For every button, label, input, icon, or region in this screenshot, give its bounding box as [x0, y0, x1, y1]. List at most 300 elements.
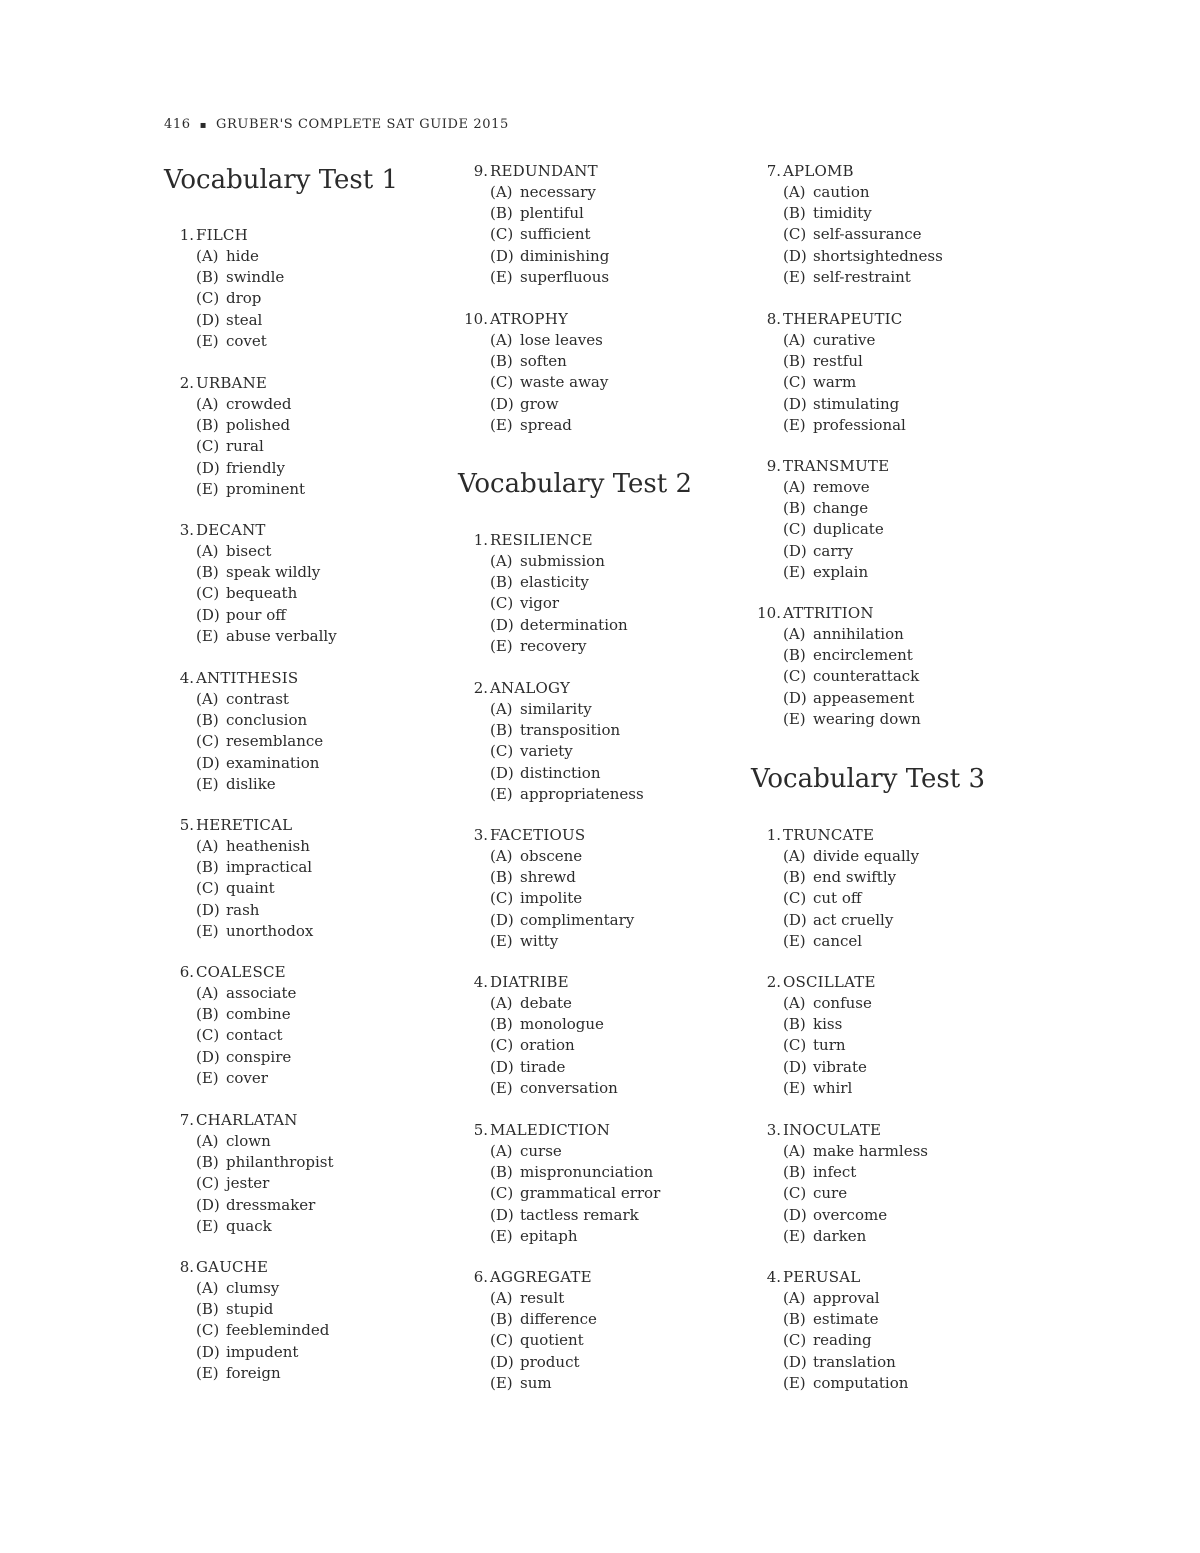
option-text: caution [813, 183, 870, 201]
option-text: cure [813, 1184, 848, 1203]
option-letter: (C) [196, 289, 220, 308]
question-number: 3. [179, 521, 194, 539]
option-text: end swiftly [813, 868, 897, 887]
answer-option [164, 246, 444, 267]
answer-option [458, 910, 738, 931]
option-text: resemblance [226, 732, 324, 751]
option-text: epitaph [520, 1226, 578, 1245]
option-letter: (D) [196, 605, 220, 624]
question-word: DECANT [196, 521, 266, 539]
option-text: spread [520, 415, 572, 434]
option-text: reading [813, 1331, 872, 1350]
answer-option [164, 479, 444, 500]
option-letter: (E) [196, 331, 219, 350]
option-text: encirclement [813, 646, 913, 665]
answer-option [164, 983, 444, 1004]
option-text: contact [226, 1026, 283, 1045]
option-letter: (D) [196, 1342, 220, 1361]
option-letter: (B) [196, 711, 219, 730]
option-letter: (A) [490, 1289, 513, 1307]
option-letter: (D) [490, 1057, 514, 1076]
option-letter: (E) [490, 1078, 513, 1097]
option-letter: (B) [783, 1310, 806, 1329]
option-text: covet [226, 331, 267, 350]
option-letter: (A) [196, 542, 219, 560]
option-letter: (A) [196, 1279, 219, 1297]
option-text: pour off [226, 605, 286, 624]
option-text: polished [226, 416, 291, 435]
question-head [751, 1266, 1031, 1288]
answer-option [164, 1278, 444, 1299]
question-item [751, 308, 1031, 436]
answer-option [751, 1330, 1031, 1351]
answer-option [164, 857, 444, 878]
question-word: DIATRIBE [490, 973, 569, 991]
answer-option [458, 784, 738, 805]
question-number: 9. [473, 162, 488, 180]
option-letter: (C) [783, 667, 807, 686]
answer-option [164, 1047, 444, 1068]
question-head [164, 667, 444, 689]
option-letter: (B) [490, 1163, 513, 1182]
question-number: 4. [766, 1268, 781, 1286]
option-text: debate [520, 994, 572, 1012]
option-text: estimate [813, 1310, 879, 1329]
option-letter: (B) [783, 352, 806, 371]
option-letter: (B) [490, 573, 513, 592]
question-head [164, 1109, 444, 1131]
answer-option [164, 753, 444, 774]
option-letter: (D) [490, 246, 514, 265]
answer-option [751, 846, 1031, 867]
answer-option [458, 1035, 738, 1056]
option-letter: (B) [196, 563, 219, 582]
option-text: vibrate [813, 1057, 867, 1076]
option-text: unorthodox [226, 921, 314, 940]
option-letter: (D) [196, 1047, 220, 1066]
option-letter: (A) [490, 331, 513, 349]
option-letter: (A) [490, 700, 513, 718]
question-number: 3. [766, 1121, 781, 1139]
option-letter: (A) [490, 1142, 513, 1160]
answer-option [751, 1078, 1031, 1099]
option-letter: (A) [196, 395, 219, 413]
option-text: self-restraint [813, 267, 911, 286]
answer-option [164, 1342, 444, 1363]
answer-option [751, 330, 1031, 351]
answer-option [751, 562, 1031, 583]
option-text: whirl [813, 1078, 853, 1097]
option-text: soften [520, 352, 567, 371]
question-number: 7. [766, 162, 781, 180]
option-letter: (A) [490, 552, 513, 570]
question-word: CHARLATAN [196, 1111, 298, 1129]
option-letter: (B) [196, 858, 219, 877]
option-text: professional [813, 415, 906, 434]
answer-option [751, 182, 1031, 203]
option-letter: (A) [196, 837, 219, 855]
answer-option [458, 699, 738, 720]
option-letter: (A) [196, 247, 219, 265]
option-letter: (E) [490, 931, 513, 950]
option-letter: (D) [783, 910, 807, 929]
option-text: conclusion [226, 711, 308, 730]
answer-option [164, 583, 444, 604]
test-title: Vocabulary Test 3 [751, 764, 985, 794]
question-word: RESILIENCE [490, 531, 593, 549]
option-letter: (A) [490, 183, 513, 201]
question-number: 10. [757, 604, 781, 622]
question-item [458, 1119, 738, 1247]
option-text: dressmaker [226, 1195, 316, 1214]
option-text: submission [520, 552, 605, 570]
answer-option [458, 415, 738, 436]
answer-option [164, 1131, 444, 1152]
option-text: examination [226, 753, 320, 772]
option-text: overcome [813, 1205, 888, 1224]
answer-option [164, 605, 444, 626]
option-text: impolite [520, 889, 583, 908]
answer-option [164, 878, 444, 899]
question-number: 1. [473, 531, 488, 549]
answer-option [751, 1352, 1031, 1373]
option-letter: (B) [196, 1153, 219, 1172]
answer-option [164, 1195, 444, 1216]
option-letter: (C) [490, 1184, 514, 1203]
option-letter: (A) [490, 994, 513, 1012]
answer-option [164, 626, 444, 647]
answer-option [164, 394, 444, 415]
option-letter: (E) [783, 562, 806, 581]
option-letter: (C) [783, 1184, 807, 1203]
option-letter: (B) [196, 268, 219, 287]
question-item [458, 824, 738, 952]
option-text: rash [226, 900, 260, 919]
option-text: curse [520, 1142, 562, 1160]
option-text: restful [813, 352, 863, 371]
answer-option [751, 910, 1031, 931]
option-text: make harmless [813, 1142, 928, 1160]
option-letter: (E) [490, 1373, 513, 1392]
option-text: drop [226, 289, 262, 308]
option-letter: (C) [490, 742, 514, 761]
option-text: remove [813, 478, 870, 496]
option-letter: (B) [490, 352, 513, 371]
option-text: wearing down [813, 709, 921, 728]
answer-option [164, 310, 444, 331]
option-letter: (E) [196, 1216, 219, 1235]
option-text: conversation [520, 1078, 618, 1097]
question-item [164, 814, 444, 942]
question-number: 10. [464, 310, 488, 328]
answer-option [751, 203, 1031, 224]
option-letter: (B) [196, 1005, 219, 1024]
option-text: distinction [520, 763, 601, 782]
option-letter: (E) [783, 1078, 806, 1097]
question-item [458, 677, 738, 805]
option-letter: (C) [490, 1036, 514, 1055]
option-text: confuse [813, 994, 872, 1012]
question-number: 9. [766, 457, 781, 475]
answer-option [458, 1226, 738, 1247]
option-letter: (B) [783, 646, 806, 665]
option-text: tirade [520, 1057, 566, 1076]
option-letter: (E) [783, 1226, 806, 1245]
question-head [164, 1256, 444, 1278]
option-letter: (C) [196, 437, 220, 456]
answer-option [751, 519, 1031, 540]
question-number: 5. [473, 1121, 488, 1139]
option-text: clumsy [226, 1279, 280, 1297]
option-text: explain [813, 562, 869, 581]
question-head [164, 224, 444, 246]
running-header [164, 117, 509, 132]
answer-option [164, 267, 444, 288]
answer-option [751, 267, 1031, 288]
question-number: 1. [766, 826, 781, 844]
option-text: transposition [520, 721, 621, 740]
answer-option [458, 330, 738, 351]
answer-option [751, 931, 1031, 952]
option-letter: (B) [783, 868, 806, 887]
answer-option [751, 1057, 1031, 1078]
option-text: duplicate [813, 520, 884, 539]
question-head [458, 824, 738, 846]
question-number: 1. [179, 226, 194, 244]
option-text: lose leaves [520, 331, 603, 349]
option-text: result [520, 1289, 565, 1307]
option-letter: (C) [783, 1036, 807, 1055]
question-number: 8. [179, 1258, 194, 1276]
option-letter: (D) [490, 1205, 514, 1224]
option-text: turn [813, 1036, 846, 1055]
question-word: THERAPEUTIC [783, 310, 903, 328]
question-head [751, 160, 1031, 182]
question-number: 3. [473, 826, 488, 844]
question-word: TRANSMUTE [783, 457, 890, 475]
test-title: Vocabulary Test 1 [164, 165, 398, 195]
question-item [458, 971, 738, 1099]
question-head [458, 308, 738, 330]
option-text: bequeath [226, 584, 298, 603]
answer-option [751, 666, 1031, 687]
option-letter: (D) [783, 688, 807, 707]
option-text: necessary [520, 183, 596, 201]
question-number: 6. [179, 963, 194, 981]
question-head [458, 160, 738, 182]
option-text: friendly [226, 458, 285, 477]
answer-option [458, 182, 738, 203]
option-text: oration [520, 1036, 575, 1055]
question-word: ATTRITION [783, 604, 874, 622]
option-text: diminishing [520, 246, 610, 265]
question-number: 2. [766, 973, 781, 991]
answer-option [458, 267, 738, 288]
option-letter: (D) [196, 310, 220, 329]
answer-option [458, 1288, 738, 1309]
question-head [458, 677, 738, 699]
option-text: warm [813, 373, 857, 392]
option-letter: (E) [196, 1068, 219, 1087]
option-letter: (B) [196, 416, 219, 435]
answer-option [751, 351, 1031, 372]
question-head [751, 971, 1031, 993]
option-letter: (E) [783, 931, 806, 950]
option-text: shortsightedness [813, 246, 943, 265]
question-word: TRUNCATE [783, 826, 875, 844]
question-word: INOCULATE [783, 1121, 882, 1139]
option-text: divide equally [813, 847, 920, 865]
option-letter: (E) [490, 636, 513, 655]
option-text: witty [520, 931, 559, 950]
option-text: recovery [520, 636, 587, 655]
answer-option [458, 593, 738, 614]
option-letter: (D) [490, 1352, 514, 1371]
option-text: hide [226, 247, 259, 265]
answer-option [458, 1014, 738, 1035]
question-number: 2. [473, 679, 488, 697]
option-text: monologue [520, 1015, 604, 1034]
option-text: difference [520, 1310, 597, 1329]
question-item [164, 1109, 444, 1237]
option-text: combine [226, 1005, 291, 1024]
option-letter: (D) [196, 458, 220, 477]
answer-option [164, 710, 444, 731]
option-text: dislike [226, 774, 276, 793]
option-text: shrewd [520, 868, 576, 887]
test-title: Vocabulary Test 2 [458, 469, 692, 499]
option-letter: (A) [196, 690, 219, 708]
option-letter: (D) [490, 615, 514, 634]
answer-option [164, 541, 444, 562]
option-text: abuse verbally [226, 626, 337, 645]
option-letter: (A) [783, 183, 806, 201]
option-letter: (B) [490, 204, 513, 223]
option-letter: (B) [783, 1163, 806, 1182]
answer-option [458, 1183, 738, 1204]
answer-option [164, 436, 444, 457]
question-number: 4. [179, 669, 194, 687]
question-item [164, 1256, 444, 1384]
option-letter: (E) [196, 921, 219, 940]
question-number: 4. [473, 973, 488, 991]
option-letter: (B) [490, 1015, 513, 1034]
option-letter: (C) [196, 732, 220, 751]
answer-option [164, 1152, 444, 1173]
question-item [751, 455, 1031, 583]
option-text: carry [813, 541, 854, 560]
option-text: product [520, 1352, 580, 1371]
option-text: elasticity [520, 573, 589, 592]
option-letter: (C) [783, 373, 807, 392]
answer-option [164, 288, 444, 309]
option-letter: (A) [783, 1289, 806, 1307]
answer-option [164, 900, 444, 921]
option-letter: (A) [490, 847, 513, 865]
answer-option [751, 477, 1031, 498]
question-word: APLOMB [783, 162, 854, 180]
option-letter: (D) [490, 394, 514, 413]
answer-option [751, 541, 1031, 562]
answer-option [751, 1205, 1031, 1226]
question-head [458, 971, 738, 993]
question-head [164, 814, 444, 836]
answer-option [458, 931, 738, 952]
question-item [458, 160, 738, 288]
question-item [751, 971, 1031, 1099]
option-text: impudent [226, 1342, 299, 1361]
question-head [751, 455, 1031, 477]
page-number: 416 [164, 117, 191, 132]
option-letter: (D) [783, 394, 807, 413]
option-letter: (C) [196, 879, 220, 898]
option-text: vigor [520, 594, 560, 613]
question-number: 8. [766, 310, 781, 328]
answer-option [458, 993, 738, 1014]
option-text: cut off [813, 889, 862, 908]
answer-option [164, 731, 444, 752]
question-item [458, 529, 738, 657]
option-letter: (B) [783, 1015, 806, 1034]
option-letter: (C) [196, 1026, 220, 1045]
question-head [164, 372, 444, 394]
answer-option [164, 1299, 444, 1320]
question-word: ANALOGY [490, 679, 571, 697]
option-letter: (A) [783, 994, 806, 1012]
question-item [164, 961, 444, 1089]
question-word: REDUNDANT [490, 162, 598, 180]
option-text: rural [226, 437, 264, 456]
option-text: stupid [226, 1300, 274, 1319]
answer-option [458, 720, 738, 741]
option-text: waste away [520, 373, 609, 392]
option-letter: (B) [196, 1300, 219, 1319]
option-text: act cruelly [813, 910, 894, 929]
option-text: approval [813, 1289, 880, 1307]
question-head [751, 308, 1031, 330]
option-text: crowded [226, 395, 292, 413]
answer-option [751, 1014, 1031, 1035]
answer-option [458, 1373, 738, 1394]
question-number: 7. [179, 1111, 194, 1129]
answer-option [751, 1226, 1031, 1247]
question-number: 6. [473, 1268, 488, 1286]
option-text: appeasement [813, 688, 915, 707]
question-head [458, 529, 738, 551]
option-text: computation [813, 1373, 909, 1392]
answer-option [458, 888, 738, 909]
option-letter: (E) [783, 267, 806, 286]
question-item [164, 667, 444, 795]
option-letter: (E) [783, 415, 806, 434]
option-letter: (C) [490, 889, 514, 908]
answer-option [458, 394, 738, 415]
question-word: MALEDICTION [490, 1121, 611, 1139]
answer-option [751, 1162, 1031, 1183]
answer-option [458, 763, 738, 784]
answer-option [164, 1068, 444, 1089]
answer-option [458, 1330, 738, 1351]
option-text: heathenish [226, 837, 310, 855]
question-word: AGGREGATE [490, 1268, 592, 1286]
option-letter: (D) [196, 900, 220, 919]
option-letter: (C) [490, 225, 514, 244]
answer-option [164, 1173, 444, 1194]
answer-option [458, 1352, 738, 1373]
option-text: mispronunciation [520, 1163, 654, 1182]
answer-option [164, 921, 444, 942]
option-letter: (E) [196, 626, 219, 645]
